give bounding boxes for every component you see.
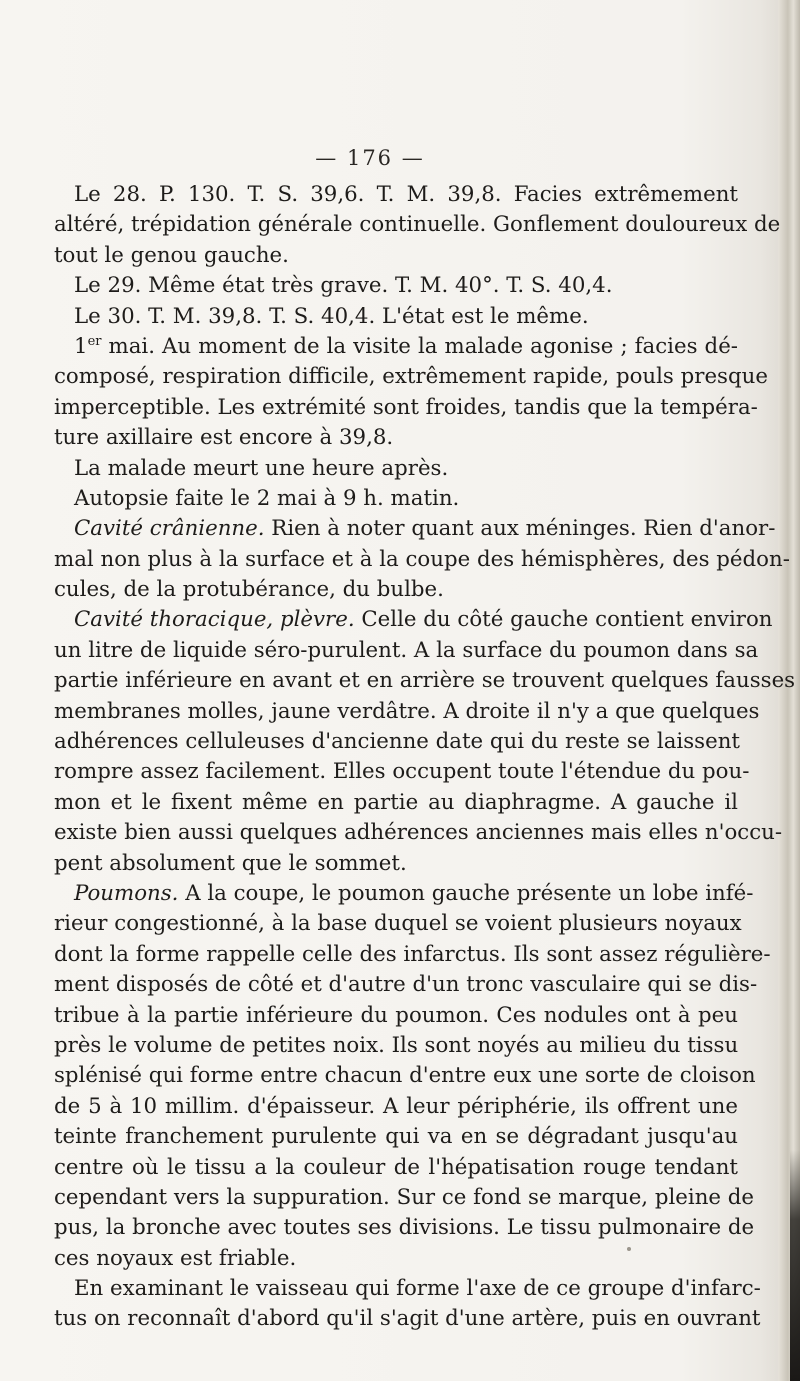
text-line [54, 1244, 738, 1274]
line-text: Autopsie faite le 2 mai à 9 h. matin. [74, 485, 460, 511]
section-heading-italic: Poumons. [74, 880, 179, 906]
line-text: membranes molles, jaune verdâtre. A droite il n'y a que quelques [54, 698, 760, 724]
line-text: A la coupe, le poumon gauche présente un lobe infé- [178, 880, 754, 906]
line-text: cependant vers la suppuration. Sur ce fond se marque, pleine de [54, 1184, 755, 1210]
line-text: centre où le tissu a la couleur de l'hépatisation rouge tendant [54, 1154, 738, 1180]
text-line [54, 666, 796, 696]
line-prefix: 1 [74, 333, 88, 359]
text-line [54, 241, 738, 271]
line-text: Le 28. P. 130. T. S. 39,6. T. M. 39,8. Facies extrêmement [74, 182, 738, 207]
superscript: er [87, 333, 102, 349]
text-line [54, 879, 754, 909]
line-text: Le 30. T. M. 39,8. T. S. 40,4. L'état est le même. [74, 303, 589, 329]
text-line [54, 514, 776, 544]
text-line [54, 454, 738, 484]
text-line [54, 393, 758, 423]
line-text: ces noyaux est friable. [54, 1245, 297, 1271]
text-line [54, 484, 738, 514]
text-line [54, 1092, 738, 1122]
line-text: adhérences celluleuses d'ancienne date qui du reste se laissent [54, 729, 740, 755]
line-text: mon et le fixent même en partie au diaphragme. A gauche il [54, 789, 738, 815]
text-line [54, 271, 738, 301]
text-line [54, 1213, 755, 1243]
text-line [54, 970, 758, 1000]
text-line [54, 940, 771, 970]
line-text: existe bien aussi quelques adhérences anciennes mais elles n'occu- [54, 820, 783, 846]
line-text: Celle du côté gauche contient environ [354, 607, 773, 633]
line-text: dont la forme rappelle celle des infarctus. Ils sont assez régulière- [54, 941, 771, 967]
line-text: altéré, trépidation générale continuelle. Gonflement douloureux de [54, 212, 781, 238]
text-line [54, 788, 738, 818]
line-text: mai. Au moment de la visite la malade agonise ; facies dé- [101, 333, 738, 359]
line-text: ture axillaire est encore à 39,8. [54, 425, 394, 451]
text-line [54, 818, 783, 848]
line-text: tus on reconnaît d'abord qu'il s'agit d'une artère, puis en ouvrant [54, 1306, 761, 1332]
text-line [54, 727, 738, 757]
line-text: Le 29. Même état très grave. T. M. 40°. T. S. 40,4. [74, 273, 613, 299]
text-line [54, 210, 781, 240]
text-line [54, 180, 738, 210]
line-text: un litre de liquide séro-purulent. A la surface du poumon dans sa [54, 637, 759, 663]
line-text: partie inférieure en avant et en arrière se trouvent quelques fausses [54, 668, 796, 694]
text-line [54, 1153, 738, 1183]
line-text: splénisé qui forme entre chacun d'entre eux une sorte de cloison [54, 1063, 756, 1089]
text-line [54, 545, 790, 575]
text-line [54, 362, 768, 392]
line-text: rieur congestionné, à la base duquel se voient plusieurs noyaux [54, 911, 742, 937]
text-line [54, 1001, 738, 1031]
line-text: tribue à la partie inférieure du poumon. Ces nodules ont à peu [54, 1002, 738, 1028]
line-text: rompre assez facilement. Elles occupent toute l'étendue du pou- [54, 759, 750, 785]
section-heading-italic: Cavité crânienne. [74, 516, 265, 542]
line-text: mal non plus à la surface et à la coupe des hémisphères, des pédon- [54, 546, 790, 572]
line-text: Rien à noter quant aux méninges. Rien d'anor- [264, 516, 776, 542]
line-text: pus, la bronche avec toutes ses divisions. Le tissu pulmonaire de [54, 1215, 755, 1241]
line-text: composé, respiration difficile, extrêmement rapide, pouls presque [54, 364, 768, 390]
text-line [54, 1061, 756, 1091]
text-line [54, 757, 750, 787]
text-line [54, 909, 742, 939]
text-line [54, 1274, 761, 1304]
text-line [54, 849, 738, 879]
line-text: ment disposés de côté et d'autre d'un tronc vasculaire qui se dis- [54, 972, 758, 998]
paper-speck [627, 1247, 631, 1251]
text-line [54, 1304, 761, 1334]
line-text: de 5 à 10 millim. d'épaisseur. A leur périphérie, ils offrent une [54, 1093, 738, 1119]
text-line [54, 1183, 755, 1213]
page-number: — 176 — [315, 146, 425, 170]
text-line [54, 332, 738, 362]
text-line [54, 636, 759, 666]
text-line [54, 423, 738, 453]
text-line [54, 1031, 738, 1061]
text-line [54, 697, 760, 727]
page-edge-dark [790, 1150, 800, 1381]
line-text: En examinant le vaisseau qui forme l'axe de ce groupe d'infarc- [74, 1276, 761, 1302]
line-text: tout le genou gauche. [54, 242, 289, 268]
line-text: teinte franchement purulente qui va en se dégradant jusqu'au [54, 1124, 738, 1150]
text-line [54, 1122, 738, 1152]
section-heading-italic: Cavité thoracique, plèvre. [74, 607, 355, 633]
line-text: pent absolument que le sommet. [54, 850, 407, 876]
text-line [54, 302, 738, 332]
line-text: cules, de la protubérance, du bulbe. [54, 577, 444, 603]
page-body-text [54, 180, 796, 1335]
line-text: imperceptible. Les extrémité sont froides, tandis que la tempéra- [54, 394, 758, 420]
text-line [54, 605, 773, 635]
line-text: près le volume de petites noix. Ils sont noyés au milieu du tissu [54, 1032, 739, 1058]
text-line [54, 575, 738, 605]
line-text: La malade meurt une heure après. [74, 455, 449, 481]
